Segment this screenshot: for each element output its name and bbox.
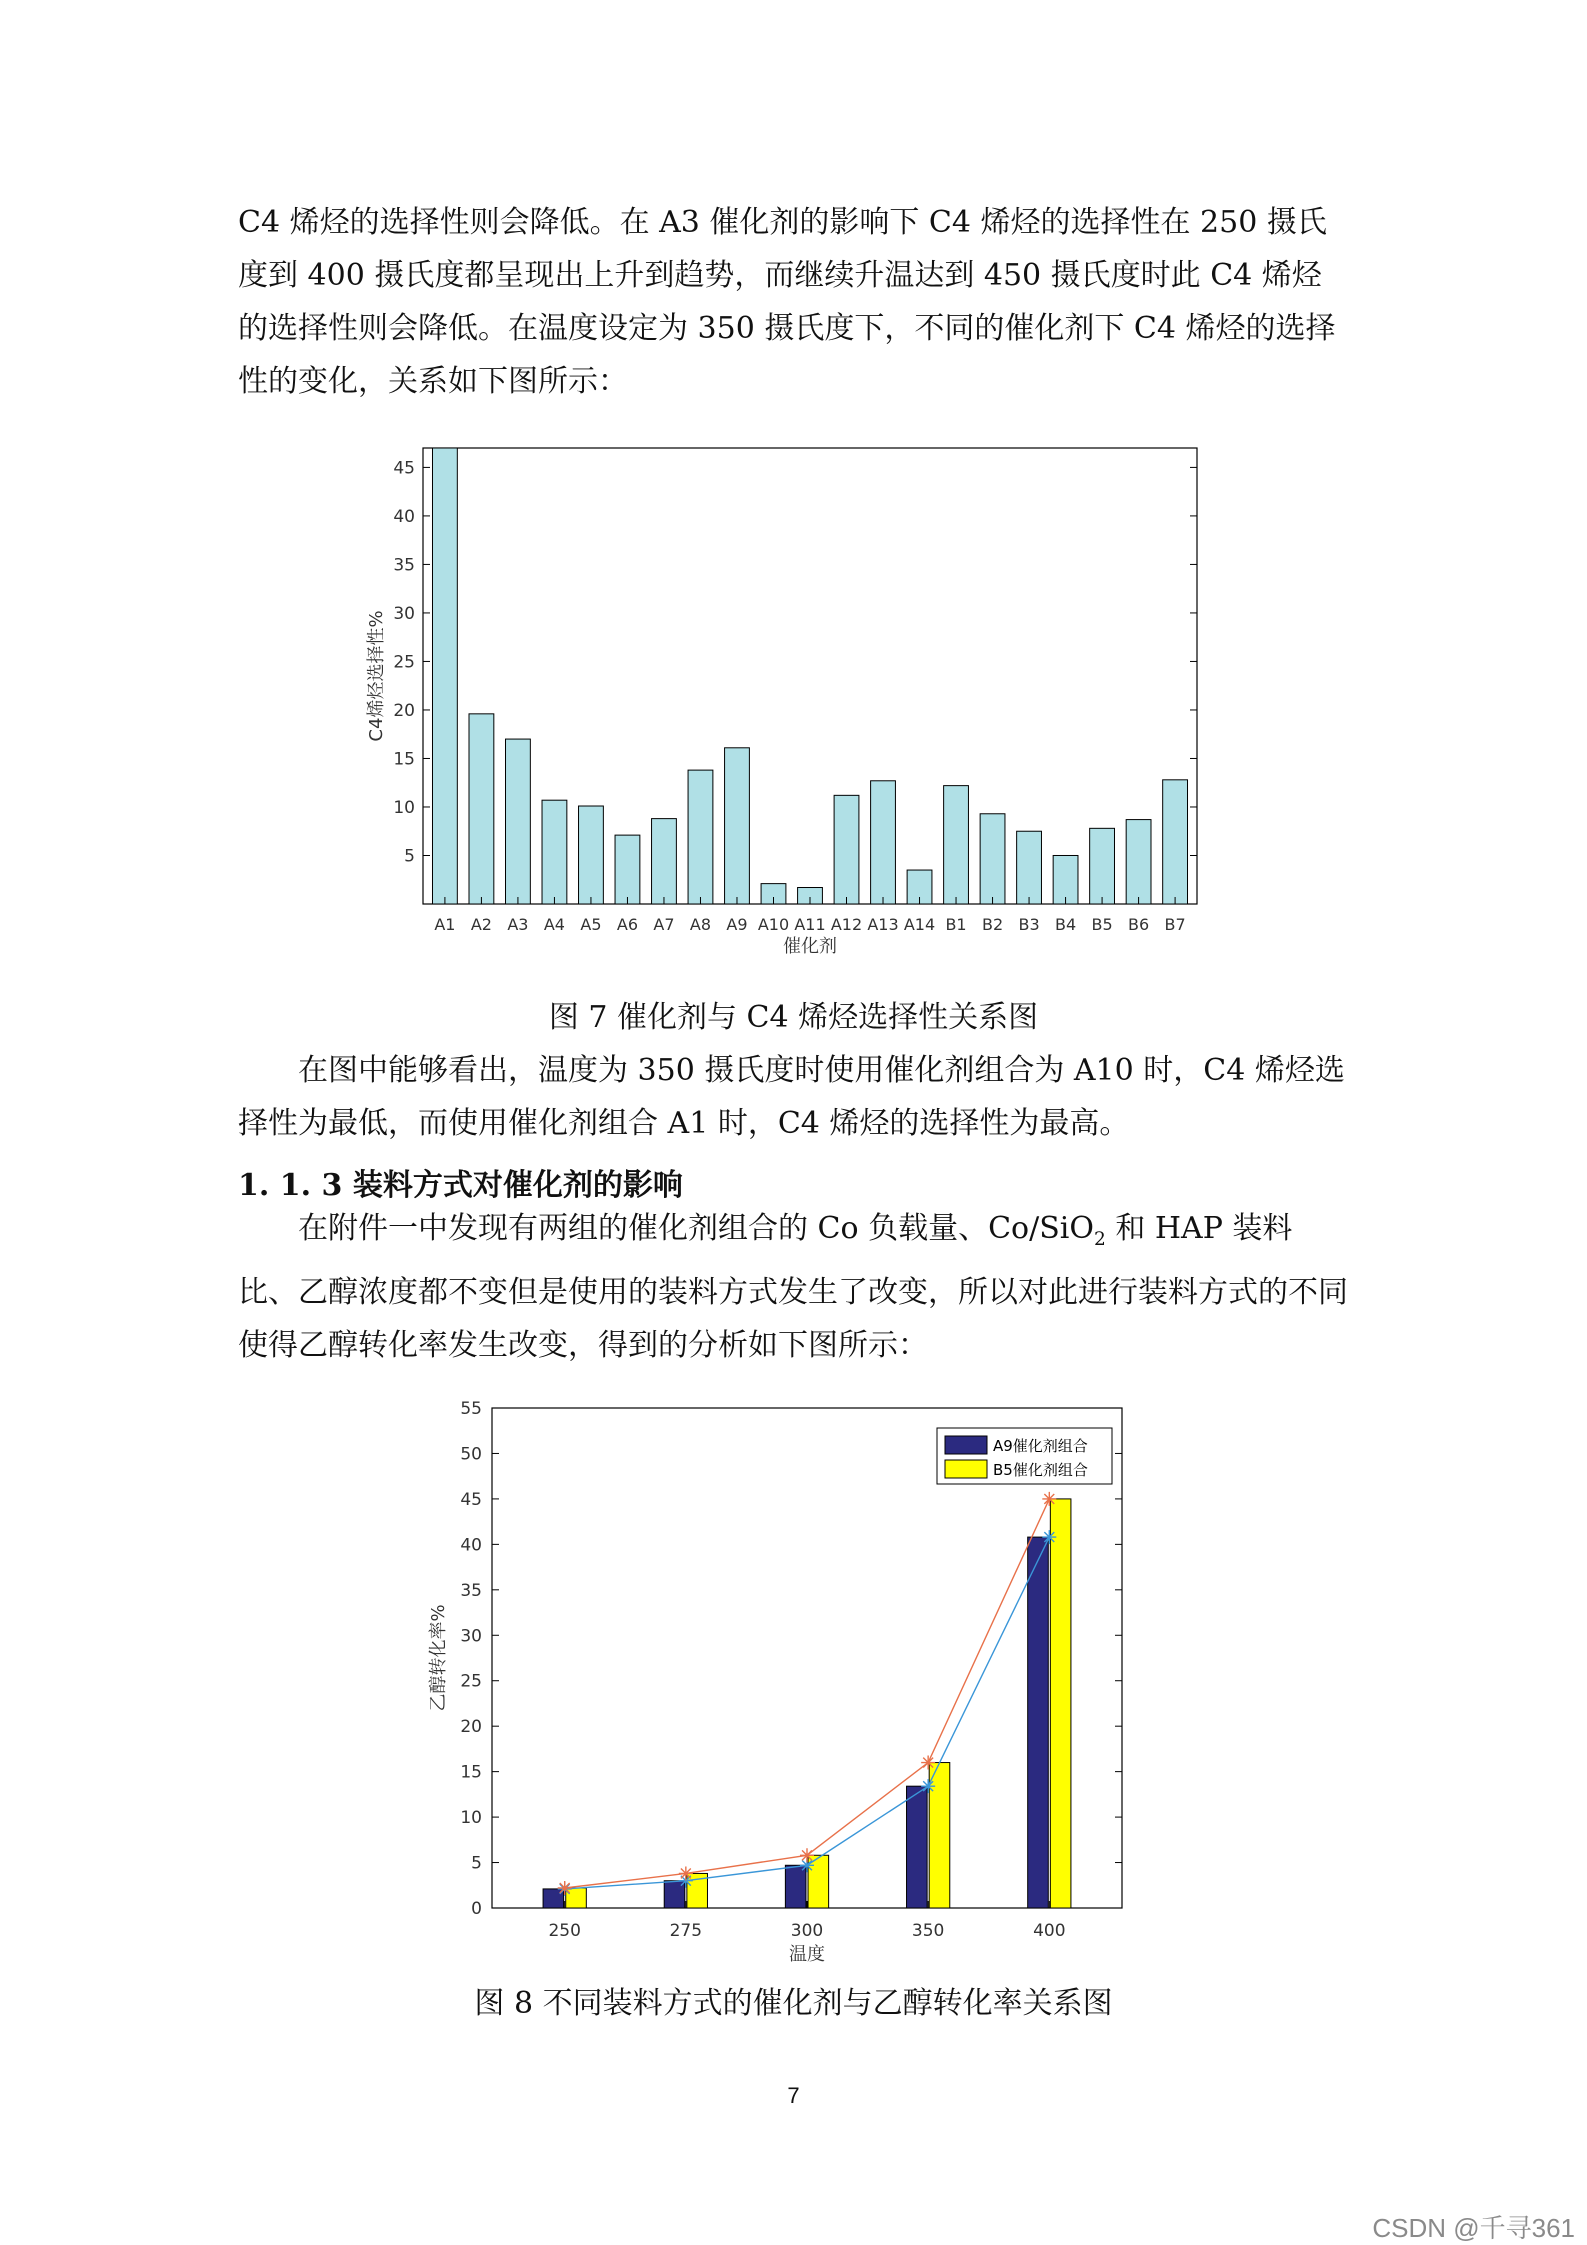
y-tick-label: 10 (460, 1808, 482, 1829)
bar-a12 (834, 795, 859, 904)
bar-a9 (725, 748, 750, 904)
figure-8-caption: 图 8 不同装料方式的催化剂与乙醇转化率关系图 (474, 1986, 1113, 2021)
bar-b2 (980, 814, 1005, 904)
bar-b5-400 (1050, 1499, 1071, 1908)
x-tick-label: A2 (470, 915, 492, 934)
trend-marker-a9-350 (921, 1779, 935, 1793)
x-tick-label: A5 (580, 915, 602, 934)
figure-8-bar-chart (420, 1390, 1140, 1970)
y-tick-label: 15 (460, 1762, 482, 1783)
bar-b5 (1090, 828, 1115, 904)
y-tick-label: 35 (393, 555, 415, 576)
y-tick-label: 25 (460, 1671, 482, 1692)
watermark: CSDN @千寻361 (1372, 2213, 1575, 2243)
y-tick-label: 10 (393, 797, 415, 818)
x-tick-label: 350 (911, 1921, 945, 1941)
figure-7-bar-chart (360, 440, 1220, 980)
x-axis-label: 温度 (789, 1944, 825, 1965)
legend-swatch-b5 (945, 1460, 987, 1478)
y-tick-label: 5 (404, 846, 415, 867)
y-tick-label: 55 (460, 1399, 482, 1419)
y-tick-label: 40 (460, 1535, 482, 1556)
paragraph-1: C4 烯烃的选择性则会降低。在 A3 催化剂的影响下 C4 烯烃的选择性在 250 摄氏度到 400 摄氏度都呈现出上升到趋势，而继续升温达到 450 摄氏度时此 C4 烯烃的选择性则会降低。在温度设定为 350 摄氏度下，不同的催化剂下 C4 烯烃的选择性的变化，关系如下图所示： (238, 205, 1336, 399)
bar-a4 (542, 800, 567, 904)
paragraph-3-part-a: 在附件一中发现有两组的催化剂组合的 Co 负载量、Co/SiO (298, 1211, 1094, 1246)
bar-a3 (506, 739, 531, 904)
paragraph-3-part-b: 和 HAP 装料比、乙醇浓度都不变但是使用的装料方式发生了改变，所以对此进行装料方式的不同使得乙醇转化率发生改变，得到的分析如下图所示： (238, 1211, 1348, 1363)
y-tick-label: 20 (460, 1717, 482, 1738)
bar-a5 (579, 806, 604, 904)
trend-marker-b5-300 (800, 1848, 814, 1862)
bar-a9-300 (785, 1865, 806, 1908)
x-tick-label: A4 (543, 915, 565, 934)
y-tick-label: 25 (393, 652, 415, 673)
y-tick-label: 15 (393, 749, 415, 770)
x-tick-label: B6 (1128, 915, 1150, 934)
trend-marker-b5-275 (679, 1866, 693, 1880)
y-tick-label: 30 (393, 603, 415, 624)
x-tick-label: A13 (867, 915, 899, 934)
bar-a9-350 (907, 1786, 928, 1908)
x-tick-label: B4 (1054, 915, 1077, 934)
x-tick-label: A8 (689, 915, 712, 934)
x-tick-label: A14 (903, 915, 936, 934)
y-tick-label: 45 (393, 458, 415, 479)
bar-a7 (652, 819, 677, 904)
x-tick-label: A10 (757, 915, 790, 934)
x-tick-label: A12 (830, 915, 863, 934)
x-tick-label: B5 (1091, 915, 1113, 934)
bar-a2 (469, 714, 494, 904)
bar-a8 (688, 770, 713, 904)
y-tick-label: 5 (471, 1853, 482, 1874)
x-tick-label: A6 (616, 915, 639, 934)
x-tick-label: A1 (434, 915, 456, 934)
paragraph-3 (238, 1202, 1350, 1372)
bar-a6 (615, 835, 640, 904)
x-tick-label: B1 (945, 915, 967, 934)
x-axis-label: 催化剂 (783, 936, 837, 957)
y-axis-label: 乙醇转化率% (428, 1604, 449, 1712)
bar-b1 (944, 786, 969, 904)
x-tick-label: A3 (507, 915, 529, 934)
page-number: 7 (787, 2083, 800, 2108)
x-tick-label: 250 (548, 1921, 581, 1941)
x-tick-label: 300 (790, 1921, 824, 1941)
bar-b5-350 (929, 1763, 950, 1908)
plot-area (423, 448, 1197, 904)
bar-b7 (1163, 780, 1188, 904)
y-tick-label: 40 (393, 506, 415, 527)
trend-marker-a9-400 (1042, 1530, 1056, 1544)
bar-a1 (432, 448, 457, 904)
x-tick-label: 400 (1033, 1921, 1066, 1941)
legend-swatch-a9 (945, 1436, 987, 1454)
bar-b3 (1017, 831, 1042, 904)
section-heading: 1. 1. 3 装料方式对催化剂的影响 (238, 1168, 683, 1203)
bar-a9-400 (1028, 1537, 1049, 1908)
y-axis-label: C4烯烃选择性% (366, 610, 387, 742)
bar-b6 (1126, 820, 1151, 904)
bar-a13 (871, 781, 896, 904)
x-tick-label: A7 (653, 915, 675, 934)
x-tick-label: B3 (1018, 915, 1040, 934)
y-tick-label: 45 (460, 1489, 482, 1510)
y-tick-label: 0 (471, 1899, 482, 1919)
bar-b5-250 (566, 1888, 587, 1908)
x-tick-label: B7 (1164, 915, 1186, 934)
trend-marker-b5-250 (558, 1881, 572, 1895)
x-tick-label: B2 (981, 915, 1004, 934)
y-tick-label: 50 (460, 1444, 482, 1465)
legend-label-a9: A9催化剂组合 (993, 1437, 1088, 1455)
y-tick-label: 20 (393, 700, 415, 721)
bar-b4 (1053, 855, 1078, 904)
legend-label-b5: B5催化剂组合 (993, 1461, 1088, 1479)
x-tick-label: 275 (669, 1921, 703, 1941)
x-tick-label: A11 (794, 915, 826, 934)
trend-marker-b5-400 (1042, 1492, 1056, 1506)
figure-7-caption: 图 7 催化剂与 C4 烯烃选择性关系图 (548, 1000, 1039, 1035)
trend-marker-b5-350 (921, 1756, 935, 1770)
paragraph-3-subscript: 2 (1093, 1229, 1106, 1250)
paragraph-2: 在图中能够看出，温度为 350 摄氏度时使用催化剂组合为 A10 时，C4 烯烃选择性为最低，而使用催化剂组合 A1 时，C4 烯烃的选择性为最高。 (238, 1053, 1345, 1141)
y-tick-label: 35 (460, 1580, 482, 1601)
x-tick-label: A9 (726, 915, 748, 934)
y-tick-label: 30 (460, 1626, 482, 1647)
